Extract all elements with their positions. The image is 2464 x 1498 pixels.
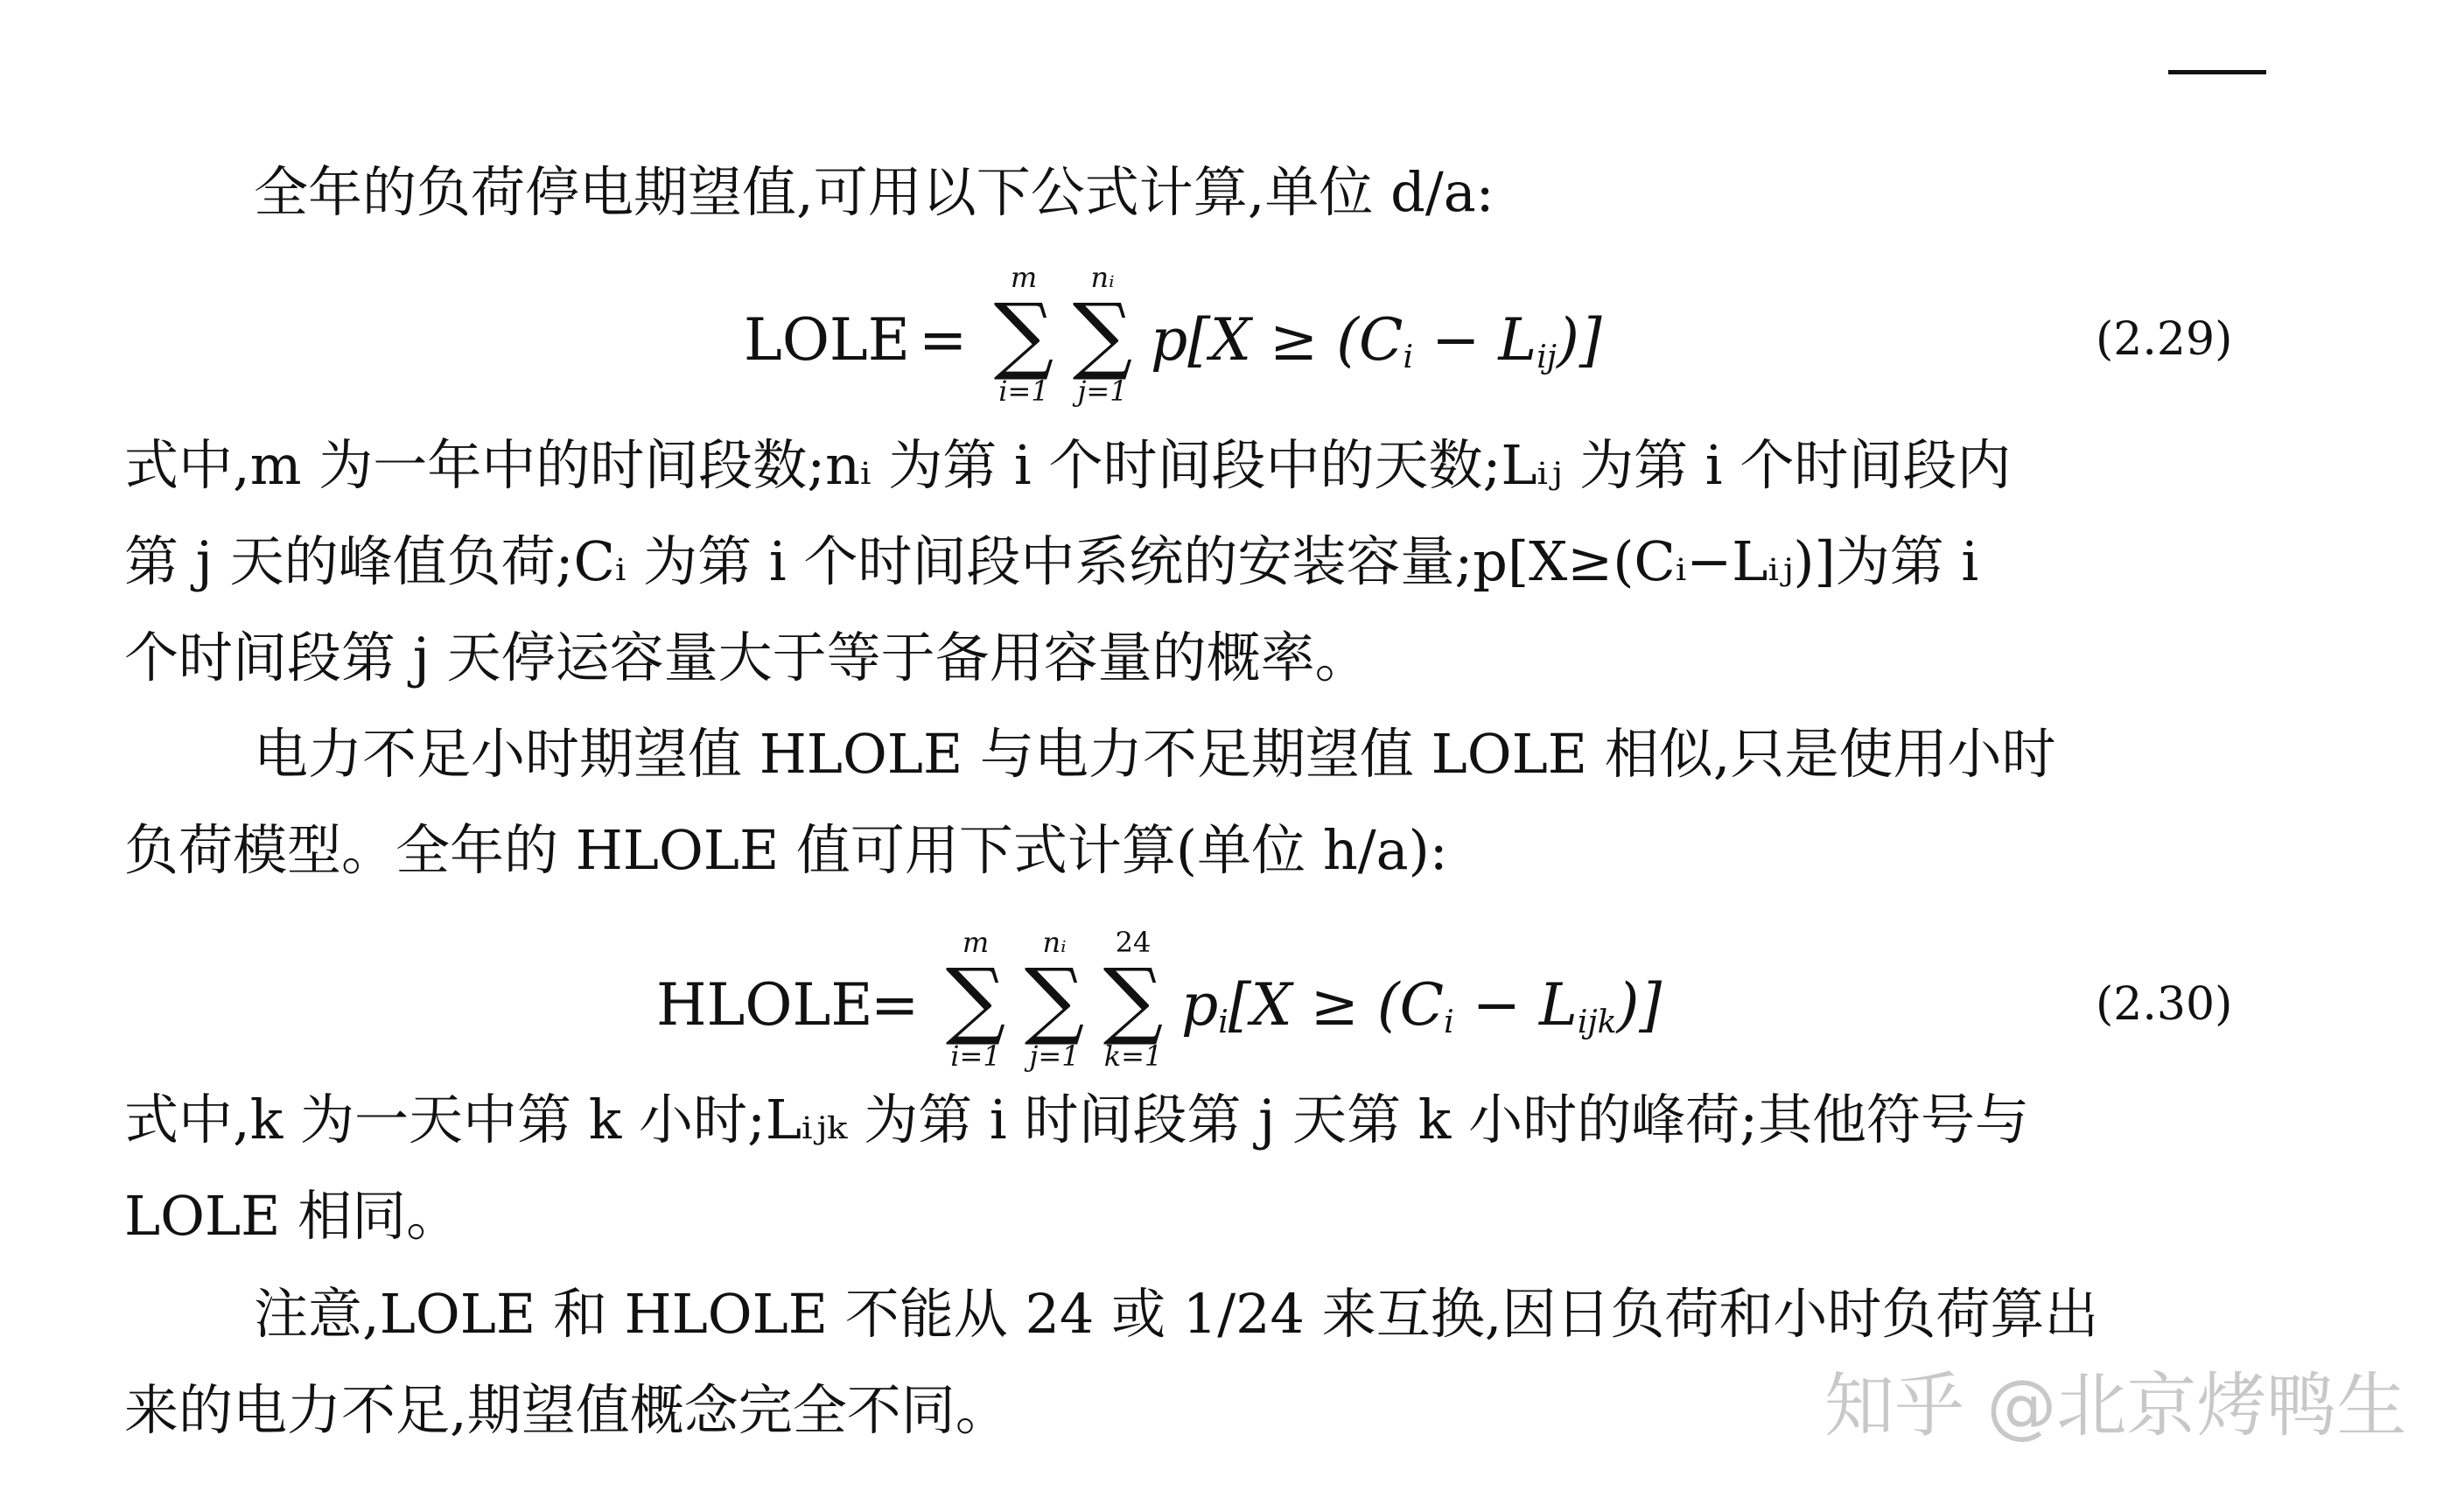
eq2-equals: =: [871, 971, 920, 1039]
eq2-rhs: [1181, 971, 1662, 1039]
sigma-icon: ∑: [1102, 950, 1164, 1048]
eq1-c-sub: i: [1403, 338, 1414, 376]
eq2-minus: − L: [1453, 971, 1578, 1039]
eq1-sum-j-lower: j=1: [1077, 374, 1128, 408]
eq2-close: )]: [1616, 971, 1662, 1039]
eq1-minus: − L: [1413, 306, 1537, 374]
sigma-icon: ∑: [993, 285, 1054, 383]
eq2-lhs: HLOLE: [656, 971, 873, 1039]
paragraph-hlole-definitions-line-1: 式中,k 为一天中第 k 小时;Lᵢⱼₖ 为第 i 时间段第 j 天第 k 小时的峰荷;其他符号与: [124, 1088, 2029, 1152]
eq2-p: p: [1181, 971, 1219, 1039]
eq2-open: [X ≥ (C: [1228, 971, 1445, 1039]
eq1-sum-i-upper: m: [1010, 261, 1038, 294]
eq1-sum-j: [1063, 262, 1142, 406]
eq1-p: p: [1151, 306, 1188, 374]
eq2-sum-k-upper: 24: [1115, 926, 1152, 959]
equation-lole: [744, 262, 2319, 411]
eq1-lhs: LOLE: [744, 306, 910, 374]
eq1-open: [X ≥ (C: [1187, 306, 1404, 374]
eq2-sum-k: [1094, 928, 1172, 1071]
eq2-sum-i: [936, 928, 1015, 1071]
equation-number-2-29: (2.29): [2096, 313, 2233, 366]
paragraph-definitions-line-2: 第 j 天的峰值负荷;Cᵢ 为第 i 个时间段中系统的安装容量;p[X≥(Cᵢ−Lᵢⱼ)]为第 i: [124, 529, 1979, 593]
eq2-sum-k-lower: k=1: [1103, 1040, 1163, 1073]
paragraph-intro-lole: 全年的负荷停电期望值,可用以下公式计算,单位 d/a:: [254, 160, 1494, 224]
eq2-sum-j: [1015, 928, 1094, 1071]
eq1-equals: =: [919, 306, 968, 374]
eq2-sum-j-upper: nᵢ: [1042, 926, 1067, 959]
eq1-close: )]: [1557, 306, 1602, 374]
paragraph-definitions-line-3: 个时间段第 j 天停运容量大于等于备用容量的概率。: [124, 626, 1369, 690]
paragraph-note-line-1: 注意,LOLE 和 HLOLE 不能从 24 或 1/24 来互换,因日负荷和小时负荷算出: [254, 1282, 2099, 1346]
paragraph-hlole-line-1: 电力不足小时期望值 HLOLE 与电力不足期望值 LOLE 相似,只是使用小时: [254, 722, 2056, 786]
eq2-p-sub: i: [1218, 1003, 1228, 1041]
sigma-icon: ∑: [945, 950, 1006, 1048]
eq1-sum-i-lower: i=1: [998, 374, 1049, 408]
paragraph-note-line-2: 来的电力不足,期望值概念完全不同。: [124, 1378, 1010, 1442]
eq1-sum-j-upper: nᵢ: [1090, 261, 1115, 294]
watermark: 知乎 @北京烤鸭生: [1824, 1365, 2407, 1446]
equation-hlole: [656, 928, 2319, 1076]
sigma-icon: ∑: [1024, 950, 1085, 1048]
eq1-sum-i: [984, 262, 1063, 406]
paragraph-hlole-definitions-line-2: LOLE 相同。: [124, 1184, 461, 1248]
sigma-icon: ∑: [1072, 285, 1133, 383]
paragraph-hlole-line-2: 负荷模型。全年的 HLOLE 值可用下式计算(单位 h/a):: [124, 818, 1448, 882]
eq2-c-sub: i: [1444, 1003, 1454, 1041]
eq2-l-sub: ijk: [1577, 1003, 1617, 1041]
paragraph-definitions-line-1: 式中,m 为一年中的时间段数;nᵢ 为第 i 个时间段中的天数;Lᵢⱼ 为第 i 个时间段内: [124, 433, 2012, 497]
eq2-sum-i-lower: i=1: [950, 1040, 1001, 1073]
corner-rule: [2168, 70, 2266, 74]
eq1-rhs: [1151, 306, 1602, 374]
eq2-sum-i-upper: m: [962, 926, 990, 959]
eq2-sum-j-lower: j=1: [1029, 1040, 1080, 1073]
eq1-l-sub: ij: [1536, 338, 1558, 376]
equation-number-2-30: (2.30): [2096, 978, 2233, 1031]
